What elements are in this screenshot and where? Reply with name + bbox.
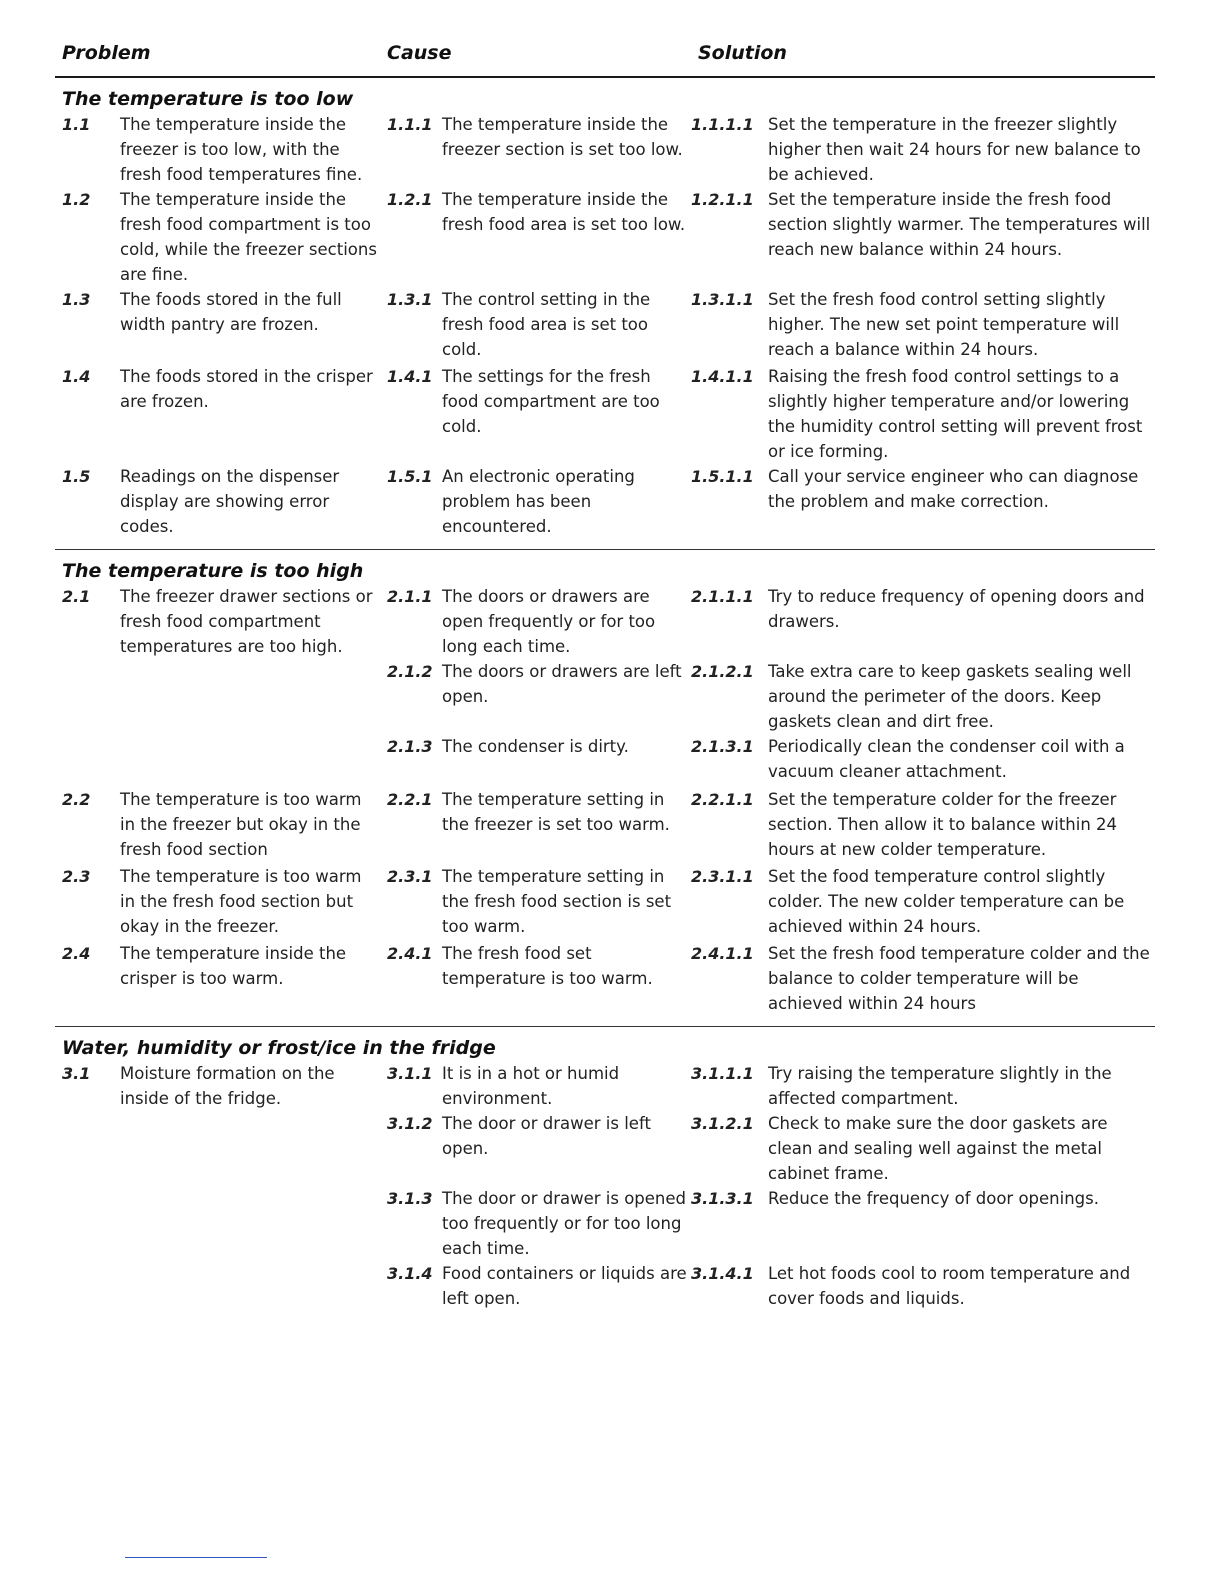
- solution-text: Periodically clean the condenser coil with a vacuum cleaner attachment.: [768, 737, 1125, 781]
- cause-text: The temperature inside the fresh food area is set too low.: [442, 190, 686, 234]
- solution-number: 1.5.1.1: [691, 467, 754, 486]
- footer-rule: [125, 1557, 267, 1558]
- solution-number: 3.1.1.1: [691, 1064, 754, 1083]
- problem-number: 1.2: [62, 190, 91, 209]
- problem-text: Readings on the dispenser display are showing error codes.: [120, 467, 340, 536]
- cause-text: It is in a hot or humid environment.: [442, 1064, 620, 1108]
- solution-item: [691, 287, 1155, 362]
- problem-number: 1.1: [62, 115, 91, 134]
- table-row: [55, 787, 1155, 862]
- solution-text: Try raising the temperature slightly in the affected compartment.: [768, 1064, 1112, 1108]
- header-problem: Problem: [62, 42, 151, 64]
- problem-cell: [55, 287, 380, 362]
- cause-text: The temperature inside the freezer section is set too low.: [442, 115, 683, 159]
- table-body: [55, 78, 1155, 1321]
- section: [55, 78, 1155, 550]
- problem-cell: [55, 364, 380, 464]
- table-row: [55, 364, 1155, 464]
- problem-cell: [55, 584, 380, 784]
- solution-text: Set the temperature colder for the freezer section. Then allow it to balance within 24 hours at new colder temperature.: [768, 790, 1118, 859]
- problem-text: The foods stored in the crisper are frozen.: [120, 367, 373, 411]
- cause-number: 2.1.2: [387, 662, 433, 681]
- solution-cell: [691, 464, 1155, 539]
- cause-number: 3.1.1: [387, 1064, 433, 1083]
- solution-number: 2.1.1.1: [691, 587, 754, 606]
- cause-item: [380, 112, 691, 187]
- solution-item: [691, 187, 1155, 262]
- cause-text: Food containers or liquids are left open.: [442, 1264, 687, 1308]
- problem-text: The temperature is too warm in the freezer but okay in the fresh food section: [120, 790, 362, 859]
- solution-text: Set the food temperature control slightly colder. The new colder temperature can be achieved within 24 hours.: [768, 867, 1125, 936]
- solution-item: [691, 464, 1155, 539]
- cause-number: 1.3.1: [387, 290, 433, 309]
- solution-cell: [691, 584, 1155, 784]
- cause-cell: [380, 1061, 691, 1311]
- problem-text: The foods stored in the full width pantry are frozen.: [120, 290, 342, 334]
- cause-item: [380, 584, 691, 659]
- problem-text: The freezer drawer sections or fresh food compartment temperatures are too high.: [120, 587, 373, 656]
- cause-cell: [380, 187, 691, 287]
- cause-cell: [380, 364, 691, 464]
- cause-item: [380, 1111, 691, 1186]
- table-row: [55, 941, 1155, 1016]
- cause-item: [380, 734, 691, 784]
- problem-text: The temperature inside the freezer is too low, with the fresh food temperatures fine.: [120, 115, 363, 184]
- cause-cell: [380, 941, 691, 1016]
- cause-item: [380, 1186, 691, 1261]
- solution-item: [691, 1186, 1155, 1261]
- cause-text: The control setting in the fresh food area is set too cold.: [442, 290, 651, 359]
- solution-text: Reduce the frequency of door openings.: [768, 1189, 1099, 1208]
- cause-item: [380, 941, 691, 1016]
- problem-cell: [55, 464, 380, 539]
- solution-text: Raising the fresh food control settings to a slightly higher temperature and/or lowering the humidity control setting will prevent frost or ice forming.: [768, 367, 1143, 461]
- solution-text: Try to reduce frequency of opening doors and drawers.: [768, 587, 1145, 631]
- cause-item: [380, 1261, 691, 1311]
- cause-number: 1.1.1: [387, 115, 433, 134]
- header-solution: Solution: [698, 42, 787, 64]
- solution-text: Let hot foods cool to room temperature and cover foods and liquids.: [768, 1264, 1131, 1308]
- problem-cell: [55, 187, 380, 287]
- table-row: [55, 187, 1155, 287]
- cause-number: 2.3.1: [387, 867, 433, 886]
- solution-text: Take extra care to keep gaskets sealing well around the perimeter of the doors. Keep gaskets clean and dirt free.: [768, 662, 1132, 731]
- solution-text: Set the fresh food control setting slightly higher. The new set point temperature will reach a balance within 24 hours.: [768, 290, 1120, 359]
- solution-number: 2.3.1.1: [691, 867, 754, 886]
- section: [55, 550, 1155, 1027]
- cause-text: The condenser is dirty.: [442, 737, 629, 756]
- solution-cell: [691, 864, 1155, 939]
- problem-cell: [55, 941, 380, 1016]
- solution-number: 2.2.1.1: [691, 790, 754, 809]
- cause-text: The settings for the fresh food compartment are too cold.: [442, 367, 660, 436]
- cause-text: The doors or drawers are open frequently or for too long each time.: [442, 587, 656, 656]
- cause-item: [380, 287, 691, 362]
- cause-number: 3.1.3: [387, 1189, 433, 1208]
- solution-item: [691, 1061, 1155, 1111]
- solution-text: Check to make sure the door gaskets are clean and sealing well against the metal cabinet frame.: [768, 1114, 1108, 1183]
- troubleshooting-table: [55, 38, 1155, 1321]
- section-title: The temperature is too low: [62, 88, 354, 110]
- cause-text: The temperature setting in the freezer is set too warm.: [442, 790, 670, 834]
- cause-item: [380, 659, 691, 734]
- solution-item: [691, 941, 1155, 1016]
- solution-number: 1.1.1.1: [691, 115, 754, 134]
- table-row: [55, 1061, 1155, 1311]
- problem-text: Moisture formation on the inside of the fridge.: [120, 1064, 335, 1108]
- problem-number: 1.4: [62, 367, 91, 386]
- problem-number: 2.1: [62, 587, 91, 606]
- solution-item: [691, 864, 1155, 939]
- solution-number: 1.2.1.1: [691, 190, 754, 209]
- problem-text: The temperature inside the crisper is too warm.: [120, 944, 347, 988]
- cause-cell: [380, 287, 691, 362]
- problem-number: 2.4: [62, 944, 91, 963]
- cause-item: [380, 787, 691, 862]
- cause-number: 2.4.1: [387, 944, 433, 963]
- cause-cell: [380, 864, 691, 939]
- solution-item: [691, 364, 1155, 464]
- cause-text: The door or drawer is opened too frequently or for too long each time.: [442, 1189, 687, 1258]
- cause-number: 2.1.3: [387, 737, 433, 756]
- cause-cell: [380, 464, 691, 539]
- problem-text: The temperature is too warm in the fresh food section but okay in the freezer.: [120, 867, 362, 936]
- solution-text: Call your service engineer who can diagnose the problem and make correction.: [768, 467, 1139, 511]
- cause-number: 3.1.4: [387, 1264, 433, 1283]
- problem-number: 1.3: [62, 290, 91, 309]
- problem-number: 2.2: [62, 790, 91, 809]
- cause-number: 1.2.1: [387, 190, 433, 209]
- problem-cell: [55, 1061, 380, 1311]
- cause-item: [380, 464, 691, 539]
- problem-cell: [55, 787, 380, 862]
- solution-number: 3.1.4.1: [691, 1264, 754, 1283]
- solution-text: Set the fresh food temperature colder and the balance to colder temperature will be achieved within 24 hours: [768, 944, 1150, 1013]
- table-row: [55, 464, 1155, 539]
- cause-number: 3.1.2: [387, 1114, 433, 1133]
- solution-item: [691, 1261, 1155, 1311]
- solution-item: [691, 659, 1155, 734]
- cause-text: The temperature setting in the fresh food section is set too warm.: [442, 867, 672, 936]
- solution-cell: [691, 364, 1155, 464]
- table-row: [55, 864, 1155, 939]
- solution-item: [691, 1111, 1155, 1186]
- solution-cell: [691, 187, 1155, 287]
- solution-item: [691, 787, 1155, 862]
- header-cause: Cause: [387, 42, 452, 64]
- cause-number: 1.5.1: [387, 467, 433, 486]
- cause-cell: [380, 787, 691, 862]
- cause-number: 1.4.1: [387, 367, 433, 386]
- section: [55, 1027, 1155, 1321]
- cause-item: [380, 187, 691, 262]
- problem-text: The temperature inside the fresh food compartment is too cold, while the freezer sections are fine.: [120, 190, 377, 284]
- problem-number: 3.1: [62, 1064, 91, 1083]
- solution-item: [691, 112, 1155, 187]
- cause-text: An electronic operating problem has been encountered.: [442, 467, 635, 536]
- solution-number: 2.1.2.1: [691, 662, 754, 681]
- solution-number: 1.4.1.1: [691, 367, 754, 386]
- cause-item: [380, 364, 691, 464]
- cause-text: The door or drawer is left open.: [442, 1114, 651, 1158]
- cause-number: 2.2.1: [387, 790, 433, 809]
- problem-cell: [55, 864, 380, 939]
- table-row: [55, 287, 1155, 362]
- solution-cell: [691, 941, 1155, 1016]
- cause-item: [380, 864, 691, 939]
- solution-text: Set the temperature inside the fresh food section slightly warmer. The temperatures will reach new balance within 24 hours.: [768, 190, 1151, 259]
- solution-text: Set the temperature in the freezer slightly higher then wait 24 hours for new balance to be achieved.: [768, 115, 1141, 184]
- cause-cell: [380, 584, 691, 784]
- solution-item: [691, 734, 1155, 784]
- solution-number: 1.3.1.1: [691, 290, 754, 309]
- cause-text: The fresh food set temperature is too warm.: [442, 944, 653, 988]
- solution-cell: [691, 112, 1155, 187]
- cause-number: 2.1.1: [387, 587, 433, 606]
- cause-item: [380, 1061, 691, 1111]
- table-header: [55, 38, 1155, 78]
- problem-number: 1.5: [62, 467, 91, 486]
- table-row: [55, 584, 1155, 784]
- solution-cell: [691, 787, 1155, 862]
- solution-cell: [691, 287, 1155, 362]
- section-title: Water, humidity or frost/ice in the fridge: [62, 1037, 496, 1059]
- problem-cell: [55, 112, 380, 187]
- problem-number: 2.3: [62, 867, 91, 886]
- solution-item: [691, 584, 1155, 659]
- cause-cell: [380, 112, 691, 187]
- table-row: [55, 112, 1155, 187]
- solution-cell: [691, 1061, 1155, 1311]
- solution-number: 3.1.3.1: [691, 1189, 754, 1208]
- section-title: The temperature is too high: [62, 560, 364, 582]
- solution-number: 2.1.3.1: [691, 737, 754, 756]
- solution-number: 3.1.2.1: [691, 1114, 754, 1133]
- solution-number: 2.4.1.1: [691, 944, 754, 963]
- cause-text: The doors or drawers are left open.: [442, 662, 682, 706]
